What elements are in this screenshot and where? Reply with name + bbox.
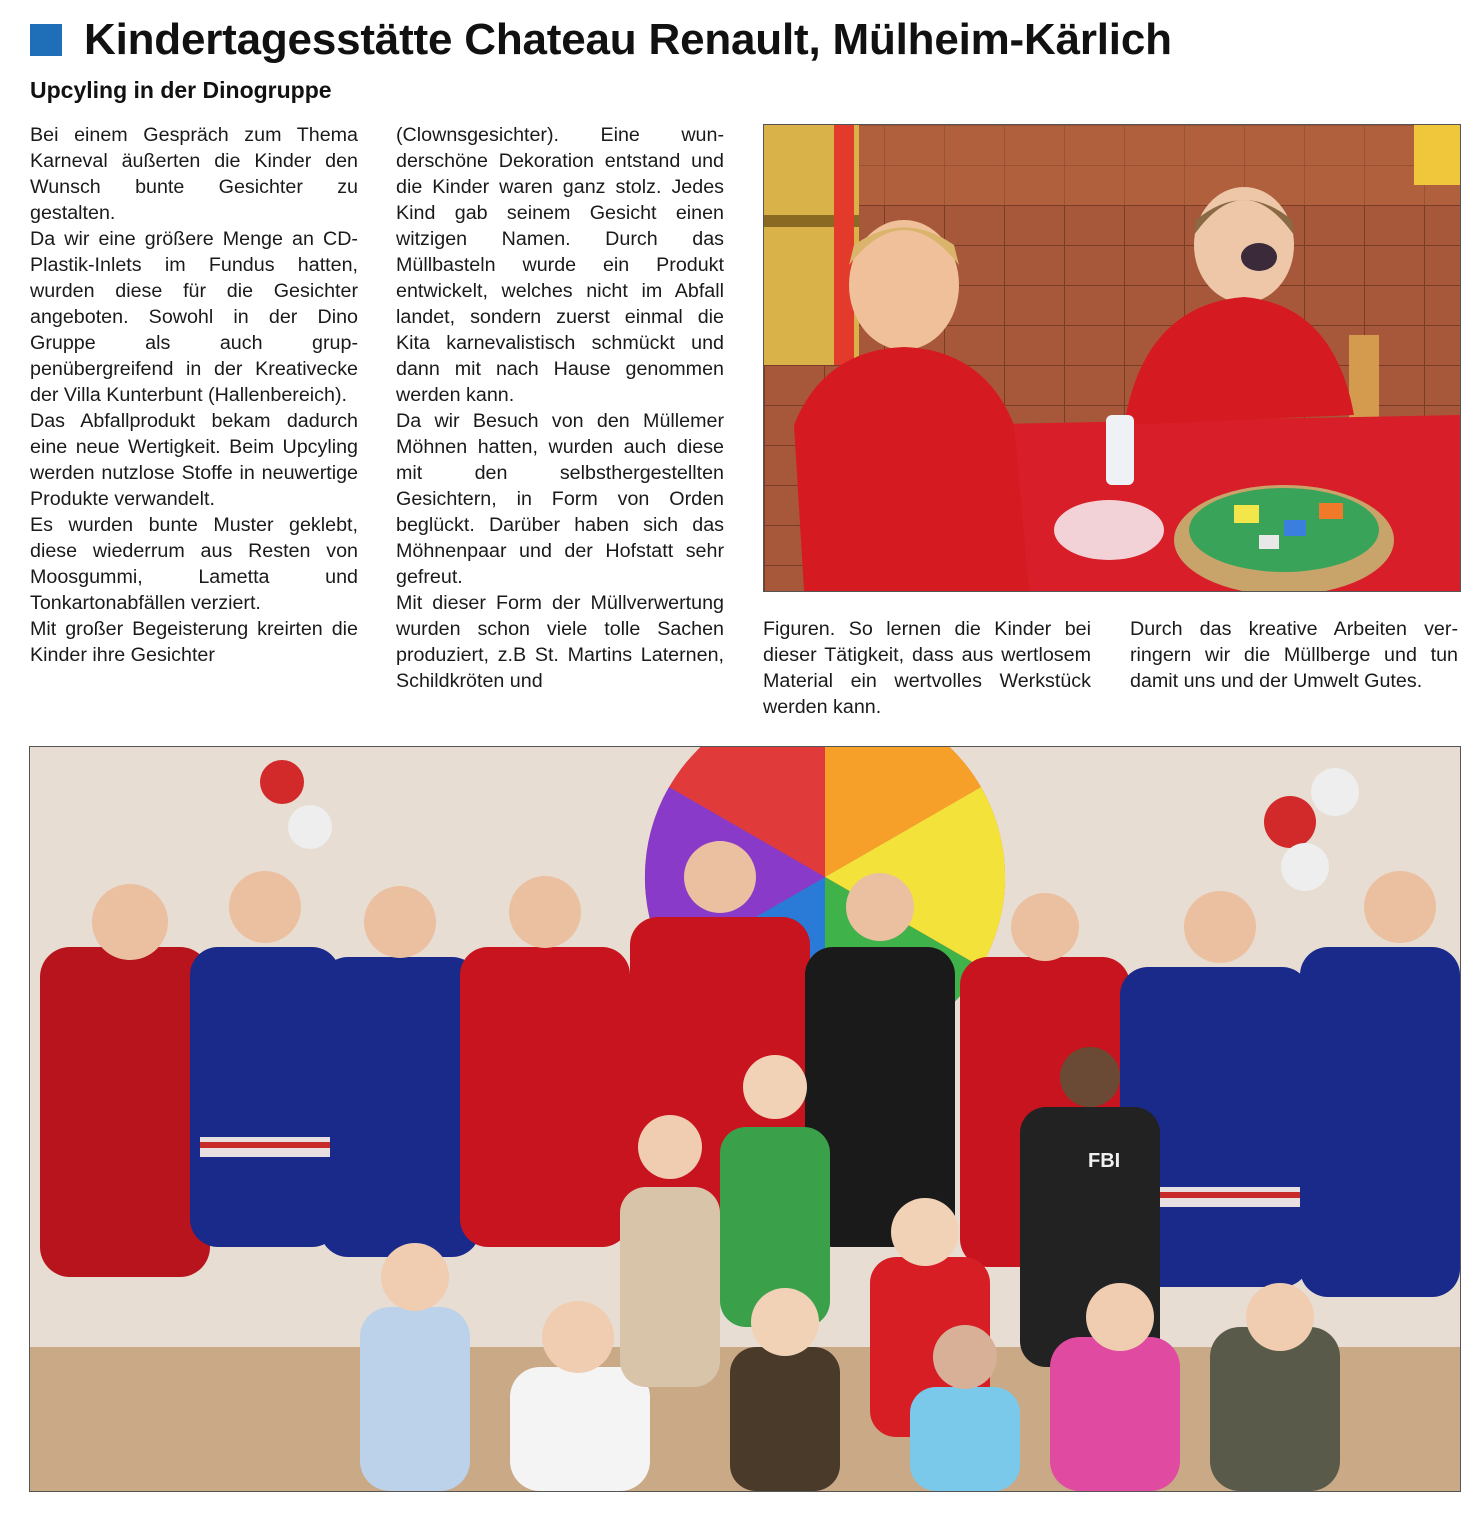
text-column-4 bbox=[1130, 616, 1458, 694]
paragraph: Mit großer Begeisterung kreirten die Kinder ihre Gesichter bbox=[30, 618, 358, 666]
paragraph: Das Abfallprodukt bekam dadurch eine neue Wertigkeit. Beim Upcyling werden nutzlose Stoffe in neuwertige Produkte verwandelt. bbox=[30, 410, 358, 510]
paragraph: Es wurden bunte Muster geklebt, diese wiederrum aus Resten von Moosgummi, Lametta und Tonkartonabfällen verziert. bbox=[30, 514, 358, 614]
paragraph: Bei einem Gespräch zum Thema Karneval äußerten die Kinder den Wunsch bunte Gesichter zu gestalten. bbox=[30, 124, 358, 224]
text-column-3 bbox=[763, 616, 1091, 720]
paragraph: Mit dieser Form der Müllverwertung wurden schon viele tolle Sachen produziert, z.B St. Martins Laternen, Schildkröten und bbox=[396, 592, 724, 692]
paragraph: Figuren. So lernen die Kinder bei dieser Tätigkeit, dass aus wertlosem Material ein wertvolles Werkstück werden kann. bbox=[763, 618, 1091, 718]
text-column-2 bbox=[396, 122, 724, 694]
photo-children-crafting-illustration bbox=[764, 125, 1460, 591]
photo-children-crafting bbox=[763, 124, 1461, 592]
paragraph: (Clownsgesichter). Eine wunderschöne Dekoration entstand und die Kinder waren ganz stolz. Jedes Kind gab seinem Gesicht einen witzigen Namen. Durch das Müllbasteln wurde ein Produkt entwickelt, welches nicht im Abfall landet, sondern zuerst einmal die Kita karnevalistisch schmückt und dann mit nach Hause genommen werden kann. bbox=[396, 124, 724, 406]
article-headline bbox=[30, 14, 1172, 66]
photo-carnival-group bbox=[29, 746, 1461, 1492]
article-subtitle: Upcyling in der Dinogruppe bbox=[30, 77, 332, 103]
paragraph: Da wir Besuch von den Müllemer Möhnen hatten, wurden auch diese mit den selbsthergestellten Gesichtern, in Form von Orden beglückt. Darüber haben sich das Möhnenpaar und der Hofstatt sehr gefreut. bbox=[396, 410, 724, 588]
headline-marker bbox=[30, 24, 62, 56]
paragraph: Durch das kreative Arbeiten verringern wir die Müllberge und tun damit uns und der Umwelt Gutes. bbox=[1130, 618, 1458, 692]
article-title: Kindertagesstätte Chateau Renault, Mülheim-Kärlich bbox=[84, 15, 1172, 64]
photo-carnival-group-illustration bbox=[30, 747, 1460, 1491]
paragraph: Da wir eine größere Menge an CD-Plastik-Inlets im Fundus hatten, wurden diese für die Gesichter angeboten. Sowohl in der Dino Gruppe als auch gruppenübergreifend in der Kreativecke der Villa Kunterbunt (Hallenbereich). bbox=[30, 228, 358, 406]
fbi-shirt-text: FBI bbox=[1088, 1150, 1121, 1172]
text-column-1 bbox=[30, 122, 358, 668]
